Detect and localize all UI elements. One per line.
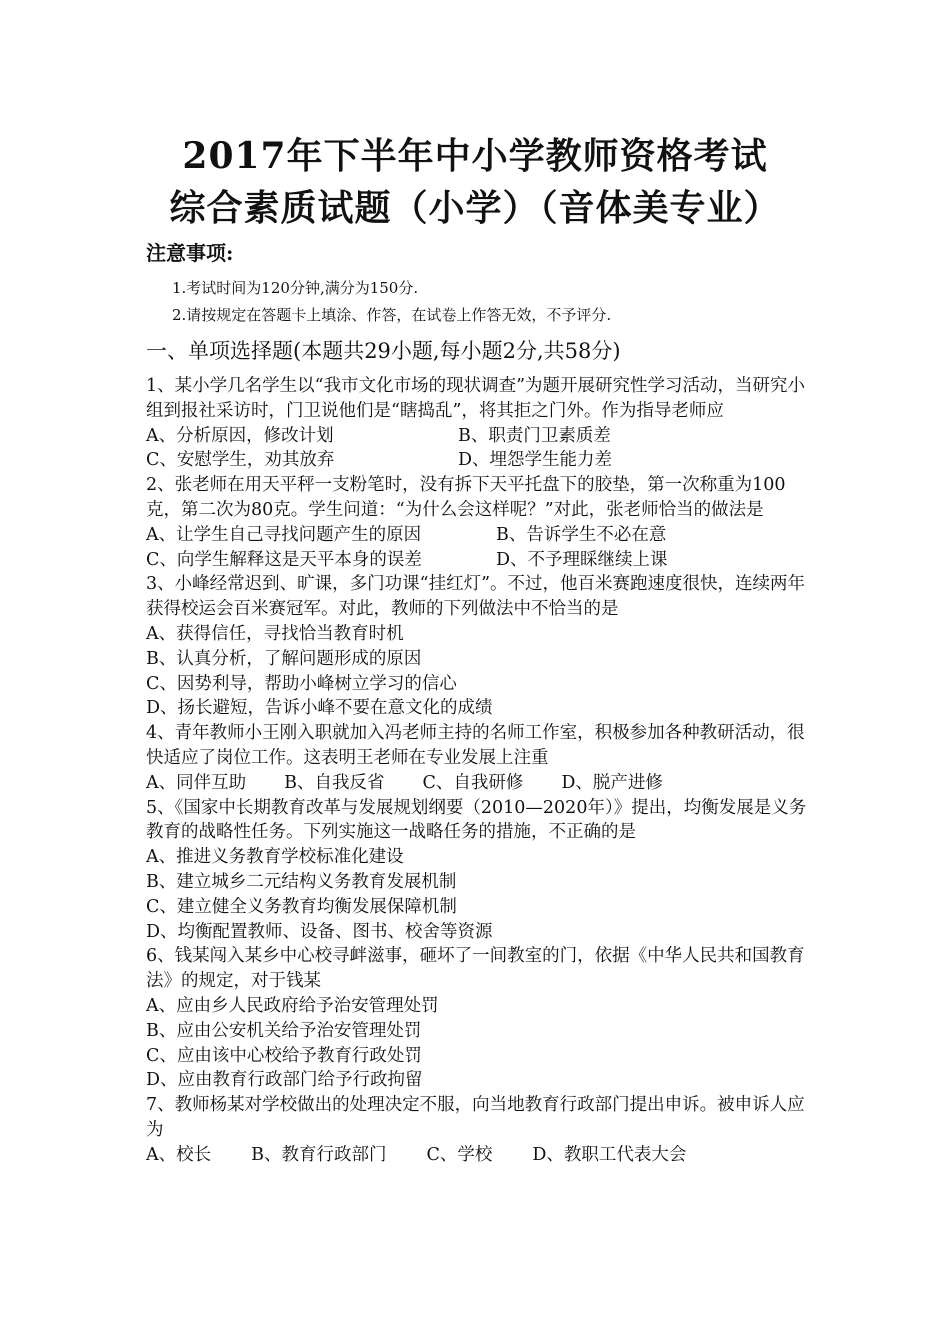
option-row xyxy=(146,870,816,895)
option-a: A、应由乡人民政府给予治安管理处罚 xyxy=(146,995,439,1016)
option-row xyxy=(146,920,816,945)
option-row xyxy=(146,845,816,870)
question-stem: 2、张老师在用天平秤一支粉笔时，没有拆下天平托盘下的胶垫，第一次称重为100克，第二次为80克。学生问道：“为什么会这样呢？”对此，张老师恰当的做法是 xyxy=(146,475,786,520)
notice-item: 1.考试时间为120分钟,满分为150分. xyxy=(172,279,419,297)
question-5 xyxy=(146,796,816,945)
option-a: A、获得信任，寻找恰当教育时机 xyxy=(146,623,404,644)
option-c: C、自我研修 xyxy=(422,772,524,793)
exam-title-line1: 2017年下半年中小学教师资格考试 xyxy=(182,135,768,177)
option-a: A、校长 xyxy=(146,1144,212,1165)
option-c: C、因势利导，帮助小峰树立学习的信心 xyxy=(146,673,457,694)
option-d: D、均衡配置教师、设备、图书、校舍等资源 xyxy=(146,921,493,942)
question-stem: 7、教师杨某对学校做出的处理决定不服，向当地教育行政部门提出申诉。被申诉人应为 xyxy=(146,1095,805,1140)
option-row xyxy=(146,1068,816,1093)
option-d: D、教职工代表大会 xyxy=(532,1144,687,1165)
option-c: C、应由该中心校给予教育行政处罚 xyxy=(146,1045,422,1066)
option-row xyxy=(146,448,816,473)
option-a: A、同伴互助 xyxy=(146,772,247,793)
option-b: B、告诉学生不必在意 xyxy=(496,524,667,545)
option-row xyxy=(146,424,816,449)
exam-title-line2: 综合素质试题（小学）（音体美专业） xyxy=(169,187,781,229)
question-stem: 4、青年教师小王刚入职就加入冯老师主持的名师工作室，积极参加各种教研活动，很快适应了岗位工作。这表明王老师在专业发展上注重 xyxy=(146,723,805,768)
question-stem: 1、某小学几名学生以“我市文化市场的现状调查”为题开展研究性学习活动，当研究小组到报社采访时，门卫说他们是“瞎捣乱”，将其拒之门外。作为指导老师应 xyxy=(146,376,806,421)
option-b: B、认真分析，了解问题形成的原因 xyxy=(146,648,422,669)
question-stem: 3、小峰经常迟到、旷课，多门功课“挂红灯”。不过，他百米赛跑速度很快，连续两年获得校运会百米赛冠军。对此，教师的下列做法中不恰当的是 xyxy=(146,574,806,620)
option-a: A、推进义务教育学校标准化建设 xyxy=(146,847,404,868)
option-row xyxy=(146,1044,816,1069)
option-row xyxy=(146,1019,816,1044)
option-b: B、教育行政部门 xyxy=(251,1144,387,1165)
question-list xyxy=(146,374,816,1168)
notice-heading: 注意事项: xyxy=(146,241,234,265)
option-c: C、建立健全义务教育均衡发展保障机制 xyxy=(146,896,457,917)
option-row xyxy=(146,895,816,920)
question-3 xyxy=(146,572,816,721)
option-row xyxy=(146,771,816,796)
section-heading: 一、单项选择题(本题共29小题,每小题2分,共58分) xyxy=(146,339,621,363)
question-7 xyxy=(146,1093,816,1167)
question-stem: 6、钱某闯入某乡中心校寻衅滋事，砸坏了一间教室的门，依据《中华人民共和国教育法》的规定，对于钱某 xyxy=(146,946,805,992)
option-d: D、埋怨学生能力差 xyxy=(458,450,613,471)
option-b: B、应由公安机关给予治安管理处罚 xyxy=(146,1020,422,1041)
option-a: A、让学生自己寻找问题产生的原因 xyxy=(146,524,422,545)
question-stem: 5、《国家中长期教育改革与发展规划纲要（2010—2020年）》提出，均衡发展是义务教育的战略性任务。下列实施这一战略任务的措施，不正确的是 xyxy=(146,797,807,843)
option-row xyxy=(146,672,816,697)
option-d: D、应由教育行政部门给予行政拘留 xyxy=(146,1070,423,1091)
option-c: C、向学生解释这是天平本身的误差 xyxy=(146,549,422,570)
option-b: B、职责门卫素质差 xyxy=(458,425,611,446)
option-d: D、扬长避短，告诉小峰不要在意文化的成绩 xyxy=(146,698,493,719)
question-2 xyxy=(146,473,816,572)
option-b: B、建立城乡二元结构义务教育发展机制 xyxy=(146,871,457,892)
notice-item: 2.请按规定在答题卡上填涂、作答，在试卷上作答无效，不予评分. xyxy=(172,306,612,324)
question-4 xyxy=(146,721,816,795)
question-6 xyxy=(146,944,816,1093)
option-b: B、自我反省 xyxy=(284,772,385,793)
option-row xyxy=(146,622,816,647)
question-1 xyxy=(146,374,816,473)
option-row xyxy=(146,1143,816,1168)
option-d: D、不予理睬继续上课 xyxy=(496,549,668,570)
option-c: C、安慰学生，劝其放弃 xyxy=(146,450,335,471)
option-row xyxy=(146,994,816,1019)
option-row xyxy=(146,647,816,672)
option-row xyxy=(146,548,816,573)
option-c: C、学校 xyxy=(426,1144,493,1165)
option-row xyxy=(146,523,816,548)
option-a: A、分析原因，修改计划 xyxy=(146,425,334,446)
option-d: D、脱产进修 xyxy=(561,772,663,793)
option-row xyxy=(146,696,816,721)
